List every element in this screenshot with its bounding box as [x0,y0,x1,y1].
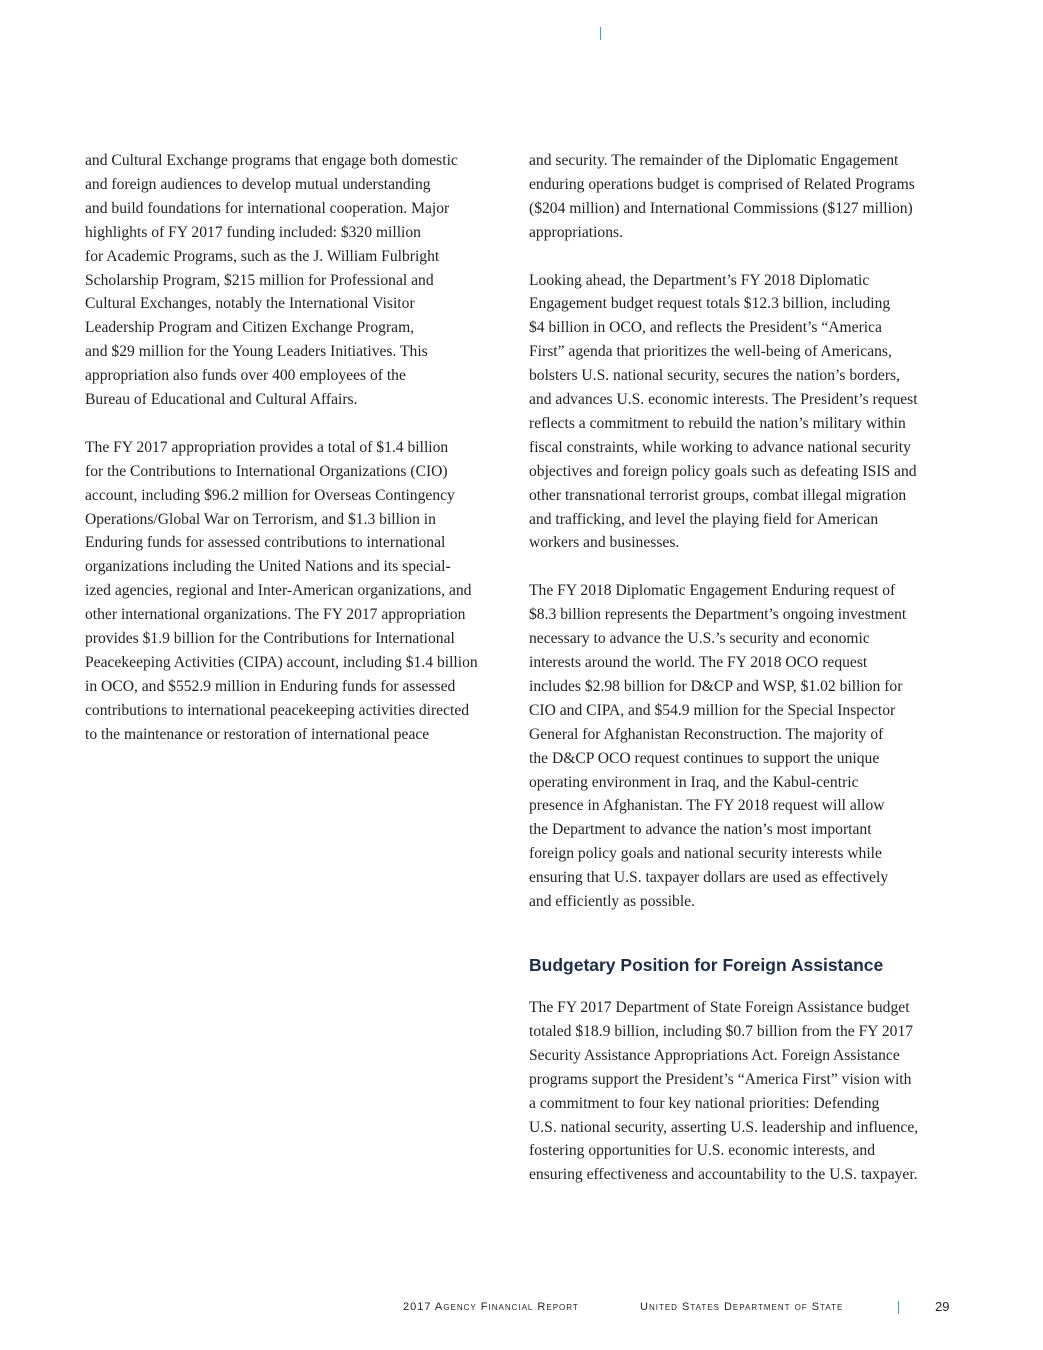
text-line: appropriation also funds over 400 employees of the [85,367,406,385]
text-line: and foreign audiences to develop mutual understanding [85,175,431,193]
text-line: Operations/Global War on Terrorism, and $1.3 billion in [85,510,436,528]
text-line: provides $1.9 billion for the Contributions for International [85,630,455,648]
text-line: Looking ahead, the Department’s FY 2018 Diplomatic [529,271,870,289]
text-line: The FY 2017 Department of State Foreign Assistance budget [529,998,910,1016]
text-line: and efficiently as possible. [529,893,696,911]
text-line: Cultural Exchanges, notably the International Visitor [85,295,415,313]
text-line: account, including $96.2 million for Overseas Contingency [85,486,455,504]
left-column [85,149,515,747]
text-line: The FY 2017 appropriation provides a total of $1.4 billion [85,438,449,456]
text-line: ensuring effectiveness and accountability to the U.S. taxpayer. [529,1166,918,1184]
text-line: General for Afghanistan Reconstruction. The majority of [529,725,884,743]
text-line: presence in Afghanistan. The FY 2018 request will allow [529,797,885,815]
text-line: includes $2.98 billion for D&CP and WSP, $1.02 billion for [529,677,903,695]
text-line: totaled $18.9 billion, including $0.7 billion from the FY 2017 [529,1022,914,1040]
text-line: Engagement budget request totals $12.3 billion, including [529,295,891,313]
text-line: Leadership Program and Citizen Exchange Program, [85,319,415,337]
text-line: for Academic Programs, such as the J. William Fulbright [85,247,440,265]
text-line: ized agencies, regional and Inter-American organizations, and [85,582,472,600]
text-line: workers and businesses. [529,534,680,552]
text-line: ($204 million) and International Commissions ($127 million) [529,199,913,217]
footer-divider-rule [898,1301,899,1314]
text-line: to the maintenance or restoration of international peace [85,725,430,743]
text-line: highlights of FY 2017 funding included: $320 million [85,223,421,241]
text-line: $4 billion in OCO, and reflects the President’s “America [529,319,882,337]
text-line: and build foundations for international cooperation. Major [85,199,450,217]
text-line: other international organizations. The FY 2017 appropriation [85,606,466,624]
text-line: reflects a commitment to rebuild the nation’s military within [529,414,906,432]
text-line: First” agenda that prioritizes the well-being of Americans, [529,343,892,361]
text-line: and $29 million for the Young Leaders Initiatives. This [85,343,428,361]
text-line: $8.3 billion represents the Department’s ongoing investment [529,606,907,624]
text-line: contributions to international peacekeeping activities directed [85,701,470,719]
paragraph-looking-ahead [529,269,959,556]
paragraph-foreign-assistance [529,996,959,1187]
text-line: and security. The remainder of the Diplomatic Engagement [529,152,899,169]
paragraph-security-remainder [529,149,959,245]
paragraph-cultural-exchange [85,149,515,412]
right-column [529,149,959,1187]
text-line: ensuring that U.S. taxpayer dollars are used as effectively [529,869,889,887]
text-line: and advances U.S. economic interests. The President’s request [529,391,918,409]
footer-report-title: 2017 Agency Financial Report [403,1301,579,1313]
text-line: objectives and foreign policy goals such as defeating ISIS and [529,462,917,480]
text-line: bolsters U.S. national security, secures the nation’s borders, [529,367,900,385]
section-heading: Budgetary Position for Foreign Assistance [529,954,884,975]
page-number: 29 [935,1299,950,1314]
text-line: Security Assistance Appropriations Act. Foreign Assistance [529,1046,900,1064]
text-line: Bureau of Educational and Cultural Affairs. [85,391,358,409]
paragraph-gap [529,555,959,579]
text-line: operating environment in Iraq, and the Kabul-centric [529,773,859,791]
text-line: and trafficking, and level the playing field for American [529,510,879,528]
text-line: organizations including the United Nations and its special- [85,558,451,576]
text-line: a commitment to four key national priorities: Defending [529,1094,880,1112]
text-line: fostering opportunities for U.S. economic interests, and [529,1142,876,1160]
text-line: foreign policy goals and national security interests while [529,845,882,863]
text-line: CIO and CIPA, and $54.9 million for the Special Inspector [529,701,896,719]
text-line: necessary to advance the U.S.’s security and economic [529,630,870,648]
text-line: the D&CP OCO request continues to support the unique [529,749,880,767]
text-line: U.S. national security, asserting U.S. leadership and influence, [529,1118,919,1136]
paragraph-cio-cipa [85,436,515,747]
text-line: programs support the President’s “America First” vision with [529,1070,912,1088]
text-line: Peacekeeping Activities (CIPA) account, including $1.4 billion [85,654,478,672]
section-heading-wrapper [529,953,959,977]
text-line: other transnational terrorist groups, combat illegal migration [529,486,907,504]
text-line: interests around the world. The FY 2018 OCO request [529,654,868,671]
text-line: fiscal constraints, while working to advance national security [529,438,911,456]
paragraph-gap [529,245,959,269]
text-line: and Cultural Exchange programs that engage both domestic [85,152,458,169]
footer-department-name: United States Department of State [640,1301,844,1313]
text-line: appropriations. [529,223,623,241]
paragraph-gap [85,412,515,436]
paragraph-fy2018-enduring [529,579,959,914]
text-line: Scholarship Program, $215 million for Professional and [85,271,434,289]
header-divider-rule [600,27,601,40]
text-line: Enduring funds for assessed contributions to international [85,534,446,552]
text-line: The FY 2018 Diplomatic Engagement Enduring request of [529,582,896,600]
text-line: in OCO, and $552.9 million in Enduring funds for assessed [85,677,456,695]
text-line: the Department to advance the nation’s most important [529,821,872,839]
text-line: enduring operations budget is comprised of Related Programs [529,175,915,193]
text-line: for the Contributions to International Organizations (CIO) [85,462,448,480]
